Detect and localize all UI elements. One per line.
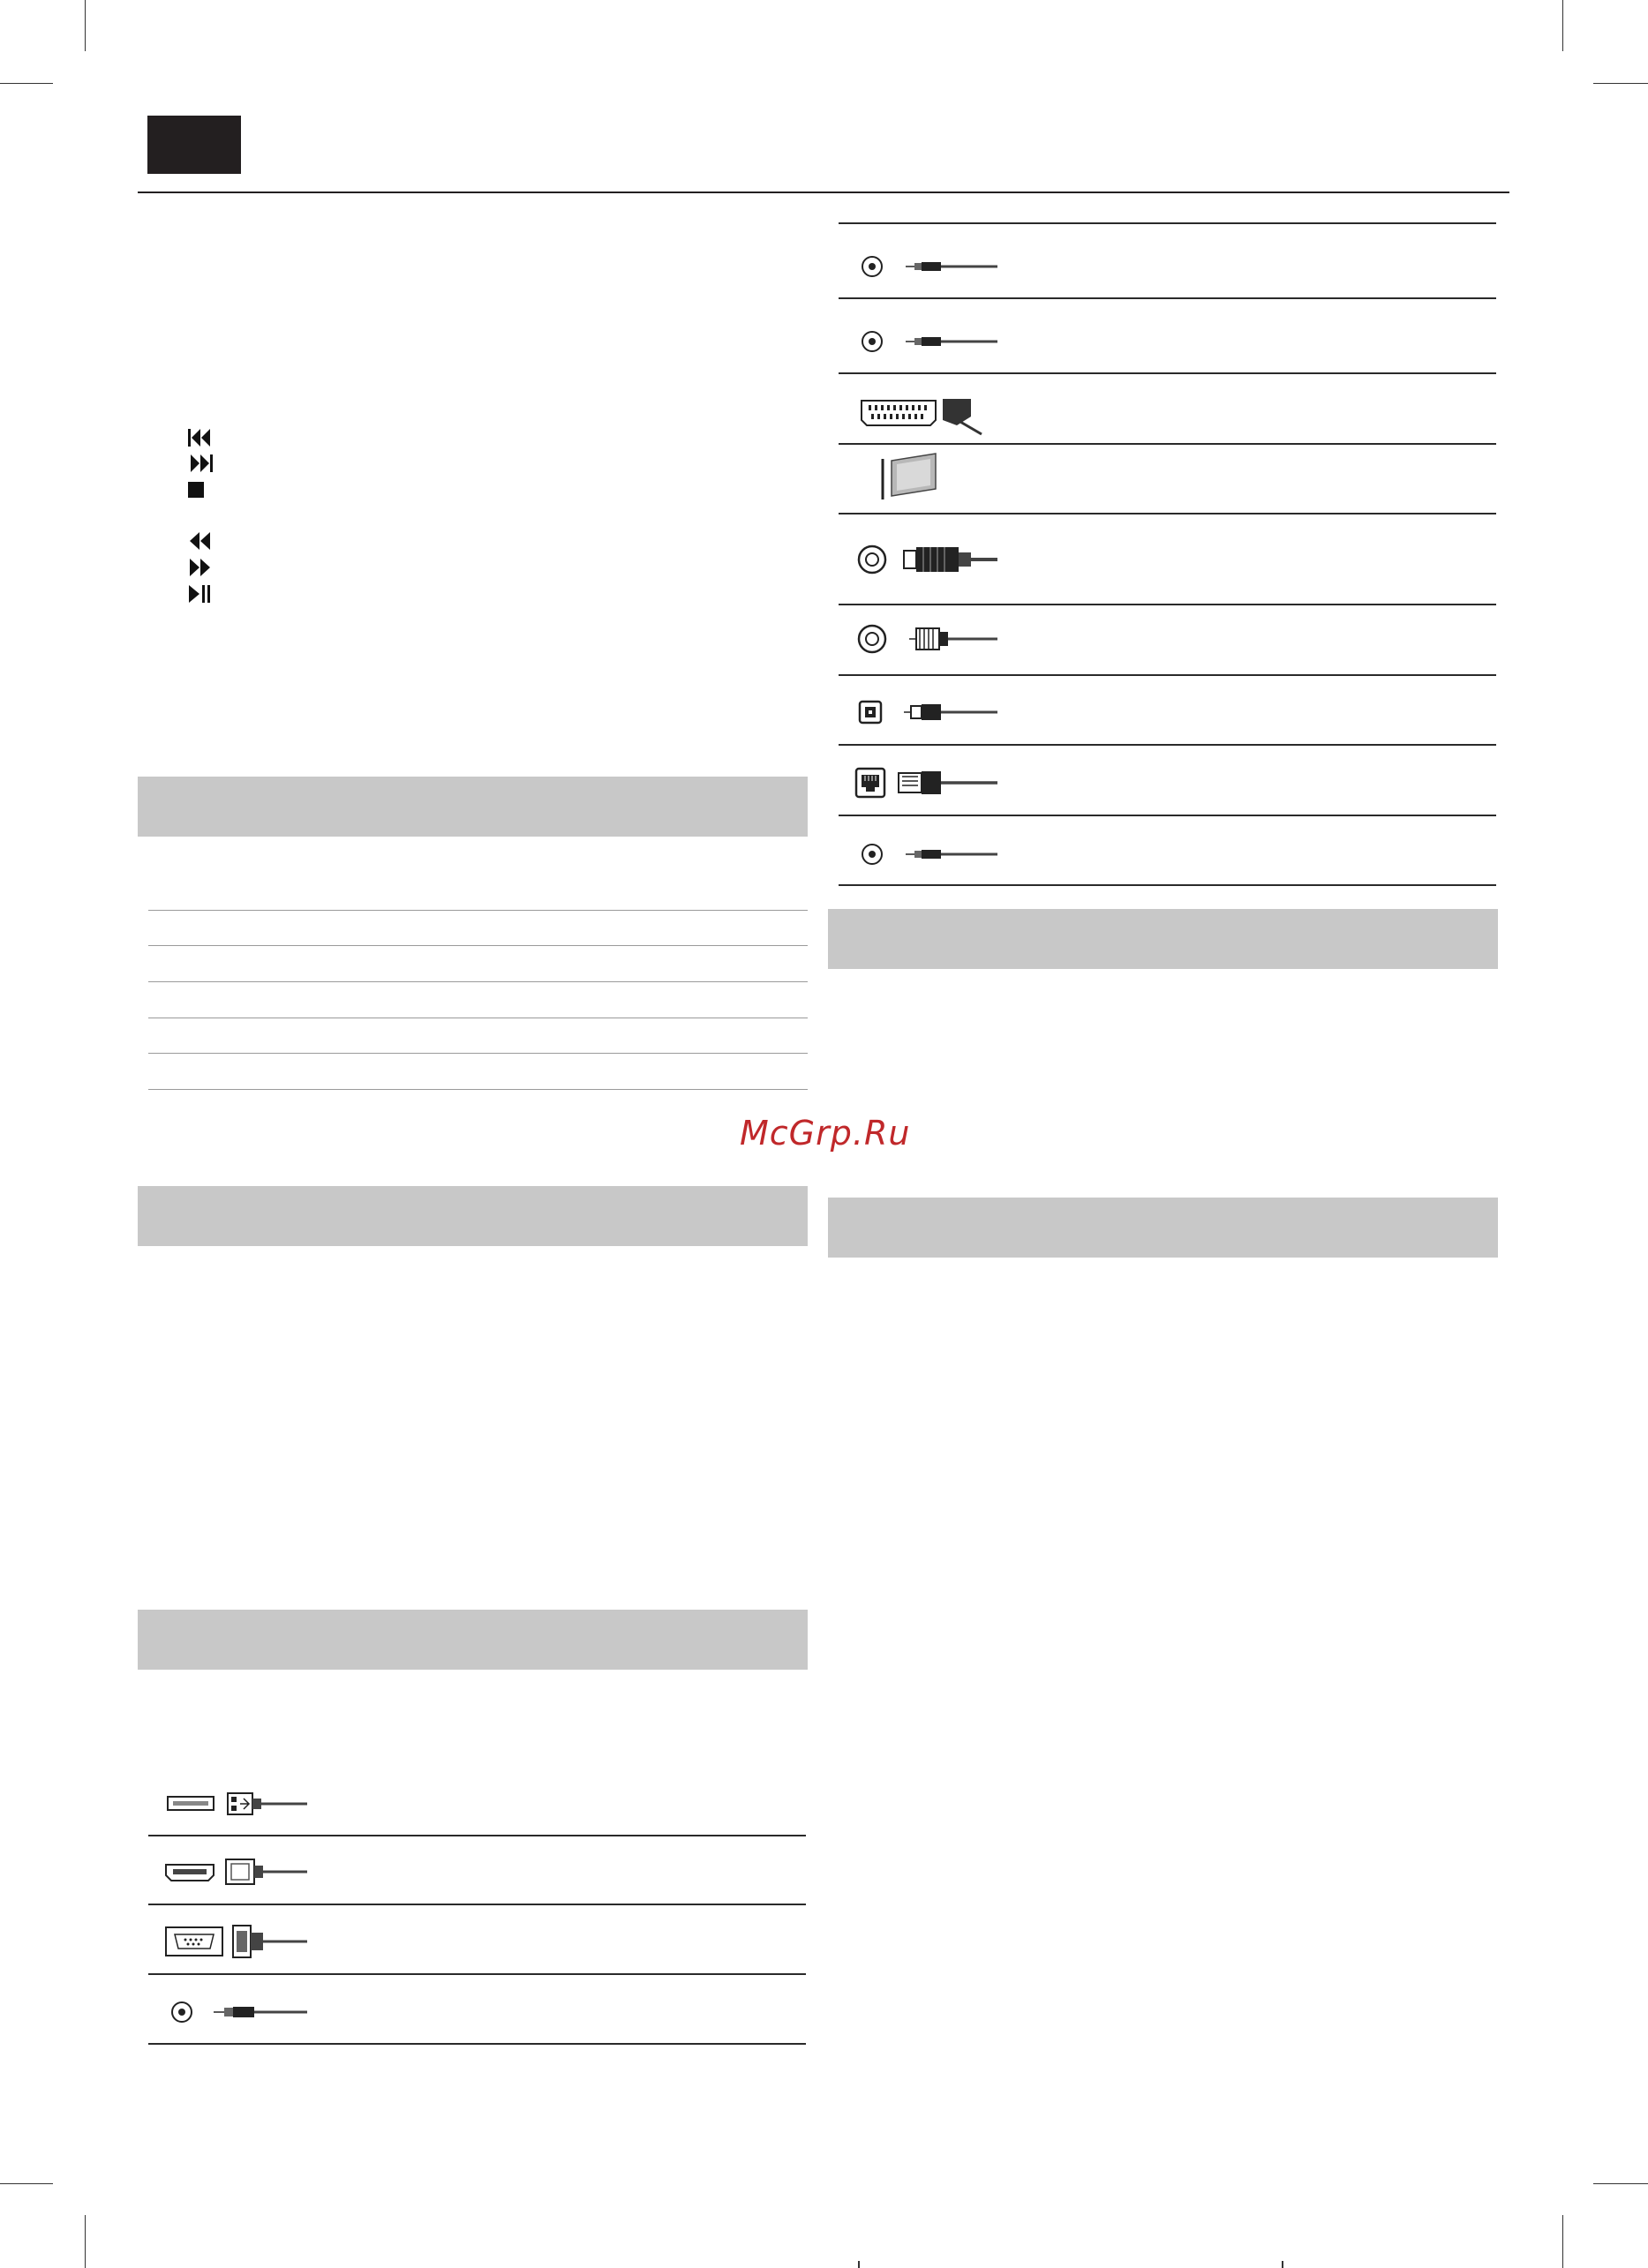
crop-mark	[1562, 0, 1563, 51]
connector-row-divider	[839, 884, 1496, 886]
rewind-icon	[187, 530, 214, 552]
stop-icon	[187, 479, 214, 500]
skip-forward-icon	[187, 453, 214, 474]
rf-antenna-connector-icon	[856, 540, 1001, 579]
connector-row-divider	[839, 372, 1496, 374]
play-pause-icon	[187, 583, 214, 605]
connector-row-divider	[839, 674, 1496, 676]
ethernet-connector-icon	[853, 764, 1003, 801]
connector-row-divider	[839, 744, 1496, 746]
language-tab	[147, 116, 241, 174]
section-header-bar	[138, 777, 808, 837]
headphone-jack-connector-icon	[860, 838, 1005, 870]
connector-row-divider	[148, 1973, 806, 1975]
header-rule	[138, 192, 1509, 193]
watermark-text: McGrp.Ru	[740, 1114, 911, 1153]
crop-mark	[0, 83, 53, 84]
crop-mark	[1562, 2215, 1563, 2268]
connector-row-divider	[148, 2043, 806, 2045]
connector-row-divider	[839, 513, 1496, 514]
scart-connector-icon	[858, 394, 999, 438]
satellite-connector-icon	[856, 621, 1001, 657]
ci-card-slot-icon	[877, 448, 948, 503]
table-divider	[148, 1089, 808, 1090]
skip-back-icon	[187, 427, 214, 448]
connector-row-divider	[839, 815, 1496, 816]
crop-mark	[85, 2215, 86, 2268]
audio-jack-connector-icon	[860, 326, 1005, 357]
section-header-bar	[828, 1198, 1498, 1258]
connector-row-divider	[839, 222, 1496, 224]
hdmi-connector-icon	[162, 1854, 314, 1889]
audio-jack-connector-icon	[860, 251, 1005, 282]
table-divider	[148, 945, 808, 946]
table-divider	[148, 1053, 808, 1054]
connector-row-divider	[148, 1835, 806, 1836]
connector-row-divider	[839, 604, 1496, 605]
audio-jack-connector-icon	[169, 1996, 314, 2028]
table-divider	[148, 910, 808, 911]
connector-row-divider	[148, 1904, 806, 1905]
connector-row-divider	[839, 297, 1496, 299]
crop-mark	[1593, 2183, 1648, 2184]
fast-forward-icon	[187, 557, 214, 578]
usb-connector-icon	[164, 1786, 314, 1821]
bottom-mark	[1282, 2261, 1283, 2268]
section-header-bar	[828, 909, 1498, 969]
optical-audio-connector-icon	[856, 695, 1001, 729]
bottom-mark	[858, 2261, 860, 2268]
vga-connector-icon	[162, 1922, 314, 1961]
crop-mark	[1593, 83, 1648, 84]
crop-mark	[85, 0, 86, 51]
connector-row-divider	[839, 443, 1496, 445]
table-divider	[148, 981, 808, 982]
section-header-bar	[138, 1186, 808, 1246]
section-header-bar	[138, 1610, 808, 1670]
crop-mark	[0, 2183, 53, 2184]
